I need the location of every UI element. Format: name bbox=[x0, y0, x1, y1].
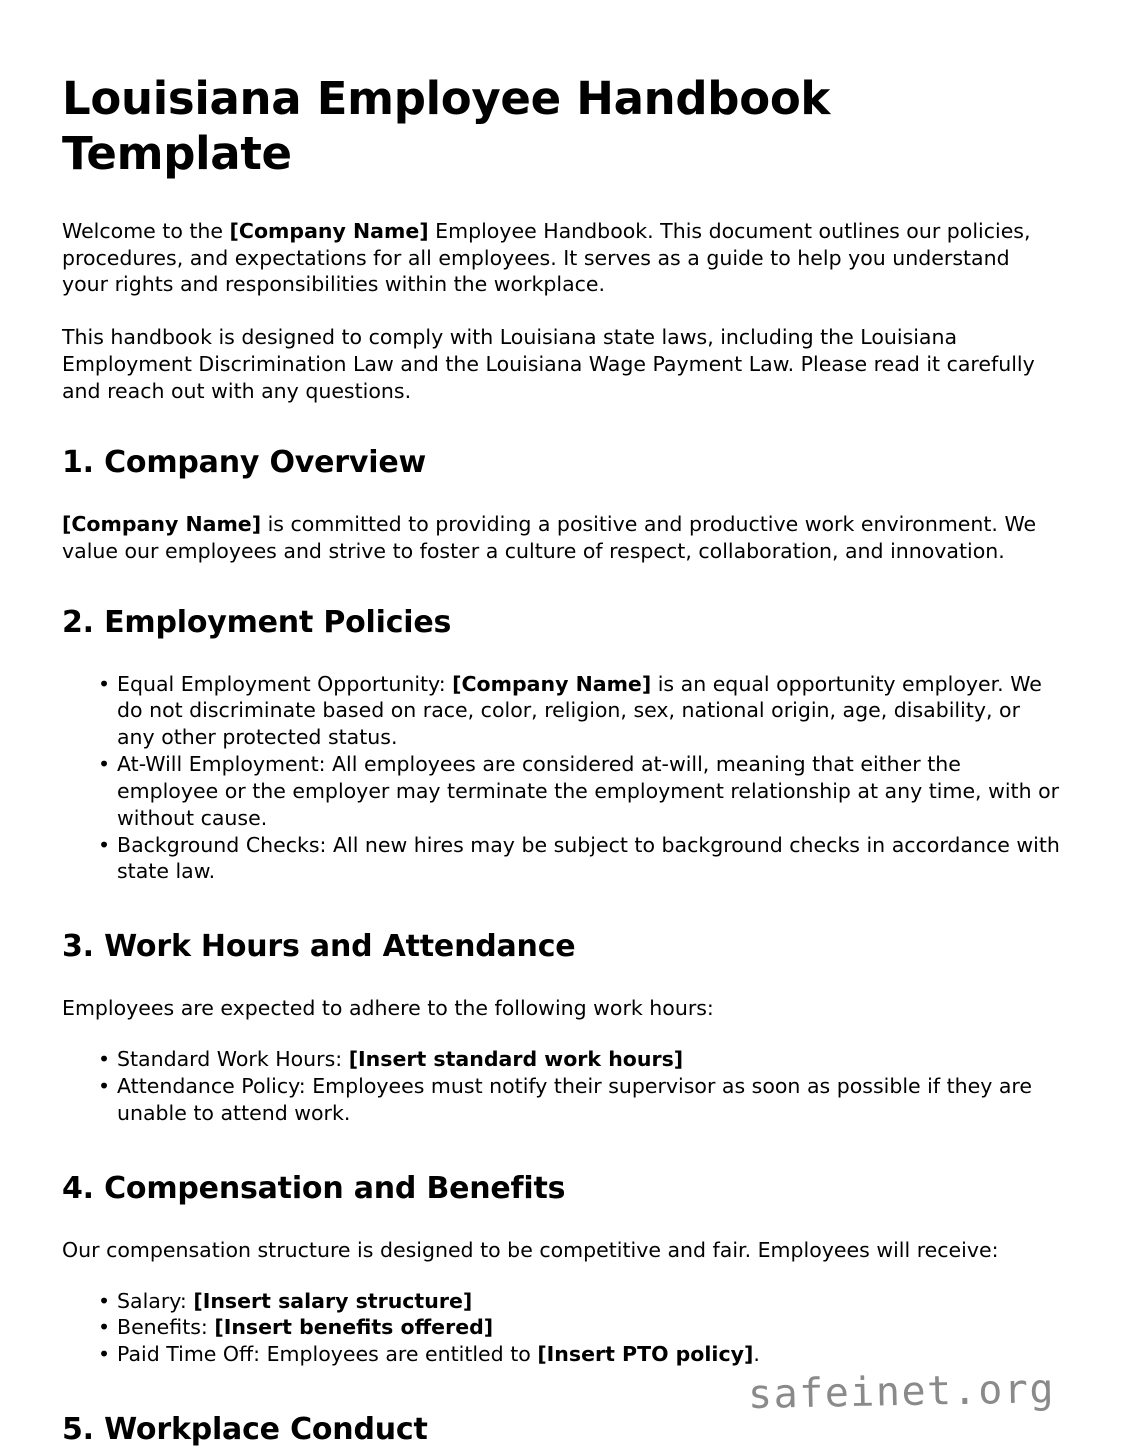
section-heading-employment-policies: 2. Employment Policies bbox=[62, 604, 452, 640]
list-item bbox=[62, 751, 1062, 832]
emphasized-text: [Company Name] bbox=[62, 511, 262, 536]
intro-paragraph-2 bbox=[62, 324, 1062, 405]
plain-text: Attendance Policy: Employees must notify their supervisor as soon as possible if they are unable to attend work. bbox=[117, 1073, 1033, 1125]
bullet-list-compensation bbox=[62, 1288, 1062, 1369]
list-item bbox=[62, 1073, 1062, 1127]
list-item bbox=[62, 671, 1062, 752]
plain-text: Employees are expected to adhere to the following work hours: bbox=[62, 996, 714, 1021]
section-paragraph-compensation bbox=[62, 1237, 1062, 1264]
spacer bbox=[62, 1127, 1062, 1171]
emphasized-text: [Insert salary structure] bbox=[193, 1288, 473, 1313]
section-paragraph-work-hours bbox=[62, 995, 1062, 1022]
section-paragraph-company-overview bbox=[62, 511, 1062, 565]
page-title: Louisiana Employee Handbook Template bbox=[62, 72, 831, 180]
spacer bbox=[62, 1264, 1062, 1288]
plain-text: This handbook is designed to comply with Louisiana state laws, including the Louisiana Employment Discrimination Law and the Louisiana Wage Payment Law. Please read it carefully and reach out with any questions. bbox=[62, 325, 1035, 403]
plain-text: Background Checks: All new hires may be subject to background checks in accordance with state law. bbox=[117, 832, 1060, 884]
spacer bbox=[62, 565, 1062, 605]
document-content bbox=[62, 0, 1062, 1448]
plain-text: Welcome to the bbox=[62, 218, 230, 243]
spacer bbox=[62, 182, 1062, 218]
spacer bbox=[62, 405, 1062, 445]
plain-text: Employee Handbook. This document outlines our policies, procedures, and expectations for all employees. It serves as a guide to help you understand your rights and responsibilities within the workplace. bbox=[62, 218, 1031, 297]
plain-text: is an equal opportunity employer. We do not discriminate based on race, color, religion, sex, national origin, age, disability, or any other protected status. bbox=[117, 671, 1042, 750]
spacer bbox=[62, 1207, 1062, 1237]
emphasized-text: [Insert benefits offered] bbox=[214, 1315, 494, 1340]
plain-text: Standard Work Hours: bbox=[117, 1047, 349, 1072]
plain-text: is committed to providing a positive and productive work environment. We value our employees and strive to foster a culture of respect, collaboration, and innovation. bbox=[62, 511, 1037, 563]
section-heading-work-hours: 3. Work Hours and Attendance bbox=[62, 929, 576, 965]
list-item bbox=[62, 832, 1062, 886]
spacer bbox=[62, 1022, 1062, 1046]
spacer bbox=[62, 885, 1062, 929]
plain-text: Our compensation structure is designed to be competitive and fair. Employees will receive: bbox=[62, 1237, 999, 1262]
spacer bbox=[62, 641, 1062, 671]
emphasized-text: [Company Name] bbox=[452, 671, 652, 696]
plain-text: Salary: bbox=[117, 1288, 194, 1313]
intro-paragraph-1 bbox=[62, 218, 1062, 299]
list-item bbox=[62, 1341, 1062, 1368]
spacer bbox=[62, 298, 1062, 324]
watermark: safeinet.org bbox=[747, 1366, 1056, 1418]
list-item bbox=[62, 1314, 1062, 1341]
plain-text: . bbox=[753, 1342, 760, 1367]
emphasized-text: [Insert PTO policy] bbox=[537, 1342, 754, 1367]
list-item bbox=[62, 1046, 1062, 1073]
list-item bbox=[62, 1288, 1062, 1315]
emphasized-text: [Company Name] bbox=[229, 218, 429, 243]
emphasized-text: [Insert standard work hours] bbox=[348, 1047, 684, 1072]
bullet-list-employment-policies bbox=[62, 671, 1062, 886]
section-heading-workplace-conduct: 5. Workplace Conduct bbox=[62, 1412, 428, 1448]
plain-text: At-Will Employment: All employees are considered at-will, meaning that either the employee or the employer may terminate the employment relationship at any time, with or without cause. bbox=[117, 752, 1060, 830]
section-heading-compensation: 4. Compensation and Benefits bbox=[62, 1170, 566, 1206]
bullet-list-work-hours bbox=[62, 1046, 1062, 1127]
spacer bbox=[62, 481, 1062, 511]
plain-text: Benefits: bbox=[117, 1315, 215, 1340]
plain-text: Paid Time Off: Employees are entitled to bbox=[117, 1342, 538, 1367]
plain-text: Equal Employment Opportunity: bbox=[117, 671, 453, 696]
section-heading-company-overview: 1. Company Overview bbox=[62, 444, 426, 480]
spacer bbox=[62, 965, 1062, 995]
